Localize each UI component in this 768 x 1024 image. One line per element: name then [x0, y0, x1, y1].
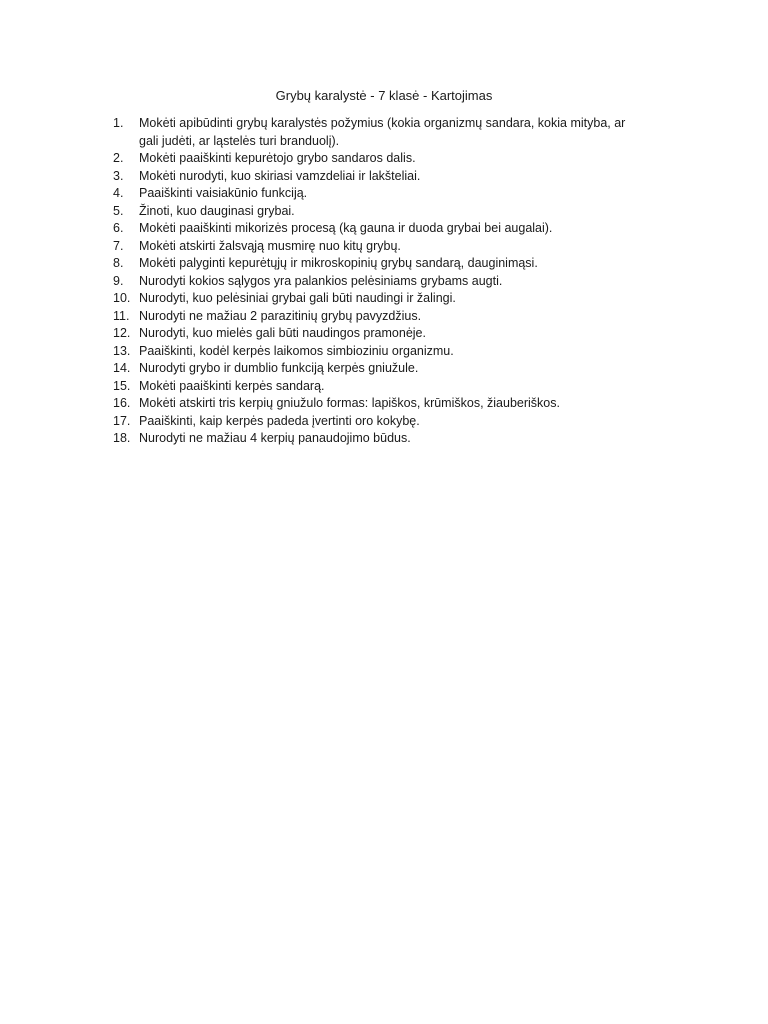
item-text: Mokėti atskirti žalsvąją musmirę nuo kitų grybų. — [139, 238, 401, 253]
list-item — [113, 255, 633, 273]
item-text: Paaiškinti vaisiakūnio funkciją. — [139, 186, 308, 200]
item-number: 14. — [113, 361, 131, 375]
item-number: 3. — [113, 168, 124, 183]
item-text: Nurodyti kokios sąlygos yra palankios pelėsiniams grybams augti. — [139, 273, 503, 288]
item-text: Nurodyti, kuo mielės gali būti naudingos pramonėje. — [139, 326, 426, 340]
item-text: Paaiškinti, kodėl kerpės laikomos simbioziniu organizmu. — [139, 343, 454, 358]
item-text: Nurodyti grybo ir dumblio funkciją kerpės gniužule. — [139, 361, 419, 375]
item-text: Mokėti paaiškinti kerpės sandarą. — [139, 378, 325, 393]
list-item — [113, 378, 633, 396]
item-text: Nurodyti ne mažiau 2 parazitinių grybų pavyzdžius. — [139, 308, 422, 323]
item-number: 7. — [113, 238, 124, 253]
item-number: 2. — [113, 151, 124, 165]
item-text: Mokėti nurodyti, kuo skiriasi vamzdeliai ir lakšteliai. — [139, 168, 421, 183]
list-item — [113, 343, 633, 361]
item-number: 8. — [113, 256, 124, 270]
item-text: Mokėti apibūdinti grybų karalystės požymius (kokia organizmų sandara, kokia mityba, ar gali judėti, ar ląstelės turi branduolį). — [139, 116, 626, 148]
list-item — [113, 290, 633, 308]
list-item — [113, 185, 633, 203]
list-item — [113, 115, 633, 150]
item-text: Žinoti, kuo dauginasi grybai. — [139, 203, 295, 218]
list-item — [113, 238, 633, 256]
item-number: 10. — [113, 291, 131, 305]
list-item — [113, 325, 633, 343]
list-item — [113, 273, 633, 291]
item-text: Mokėti paaiškinti kepurėtojo grybo sandaros dalis. — [139, 151, 416, 165]
page-title: Grybų karalystė - 7 klasė - Kartojimas — [275, 88, 493, 103]
item-text: Nurodyti, kuo pelėsiniai grybai gali būti naudingi ir žalingi. — [139, 291, 456, 305]
item-text: Paaiškinti, kaip kerpės padeda įvertinti oro kokybę. — [139, 413, 420, 428]
item-number: 1. — [113, 116, 124, 130]
item-number: 6. — [113, 221, 124, 235]
requirements-list — [113, 115, 633, 448]
item-number: 17. — [113, 413, 131, 428]
item-number: 11. — [113, 308, 130, 323]
item-number: 5. — [113, 203, 124, 218]
item-text: Nurodyti ne mažiau 4 kerpių panaudojimo būdus. — [139, 431, 411, 445]
list-item — [113, 413, 633, 431]
item-number: 13. — [113, 343, 131, 358]
list-item — [113, 308, 633, 326]
item-text: Mokėti atskirti tris kerpių gniužulo formas: lapiškos, krūmiškos, žiauberiškos. — [139, 396, 560, 410]
item-number: 15. — [113, 378, 131, 393]
list-item — [113, 168, 633, 186]
item-text: Mokėti palyginti kepurėtųjų ir mikroskopinių grybų sandarą, dauginimąsi. — [139, 256, 538, 270]
item-number: 18. — [113, 431, 131, 445]
item-number: 9. — [113, 273, 124, 288]
list-item — [113, 150, 633, 168]
list-item — [113, 220, 633, 238]
list-item — [113, 203, 633, 221]
list-item — [113, 395, 633, 413]
item-text: Mokėti paaiškinti mikorizės procesą (ką gauna ir duoda grybai bei augalai). — [139, 221, 553, 235]
item-number: 16. — [113, 396, 131, 410]
item-number: 4. — [113, 186, 124, 200]
list-item — [113, 360, 633, 378]
list-item — [113, 430, 633, 448]
item-number: 12. — [113, 326, 131, 340]
